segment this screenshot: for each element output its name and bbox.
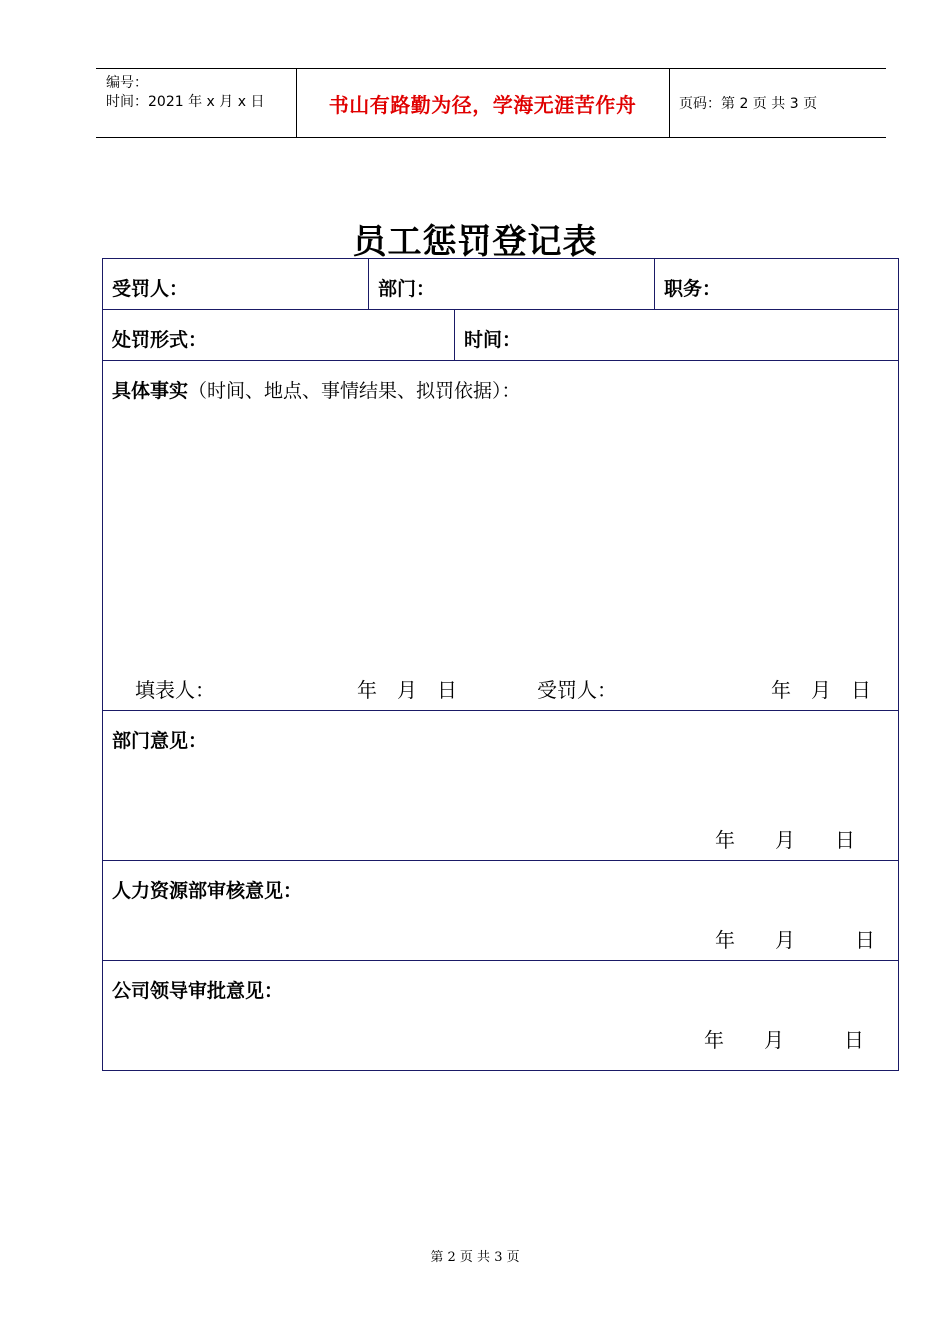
page-title: 员工惩罚登记表 — [352, 222, 598, 262]
dept-opinion-date: 年 月 日 — [715, 828, 855, 852]
cell-department[interactable] — [369, 259, 655, 309]
header-page-info: 页码：第 2 页 共 3 页 — [679, 96, 818, 112]
form-row-penalty — [103, 310, 898, 361]
penalty-form-table — [102, 258, 899, 1071]
penalty-form-label: 处罚形式： — [112, 329, 208, 351]
penalty-time-label: 时间： — [464, 329, 522, 351]
form-row-dept-opinion[interactable] — [103, 711, 898, 861]
filler-label: 填表人： — [135, 678, 215, 702]
hr-opinion-date: 年 月 日 — [715, 928, 875, 952]
department-label: 部门： — [378, 278, 436, 300]
facts-hint: （时间、地点、事情结果、拟罚依据）： — [188, 380, 521, 402]
leader-opinion-label: 公司领导审批意见： — [112, 980, 284, 1002]
dept-opinion-label: 部门意见： — [112, 730, 208, 752]
position-label: 职务： — [664, 278, 722, 300]
cell-penalty-form[interactable] — [103, 310, 455, 360]
form-row-hr-opinion[interactable] — [103, 861, 898, 961]
cell-penalty-time[interactable] — [455, 310, 898, 360]
page-header — [96, 68, 886, 138]
filler-date: 年 月 日 — [357, 678, 457, 702]
header-motto-cell — [296, 69, 670, 137]
signer-label: 受罚人： — [537, 678, 617, 702]
header-meta-cell — [96, 69, 297, 137]
doc-time-label: 时间：2021 年 x 月 x 日 — [106, 94, 265, 110]
leader-opinion-date: 年 月 日 — [704, 1028, 864, 1052]
form-row-facts[interactable] — [103, 361, 898, 711]
cell-position[interactable] — [655, 259, 898, 309]
form-row-leader-opinion[interactable] — [103, 961, 898, 1070]
facts-label-text: 具体事实 — [112, 380, 189, 402]
punished-person-label: 受罚人： — [112, 278, 189, 300]
page-footer: 第 2 页 共 3 页 — [430, 1250, 520, 1265]
cell-punished-person[interactable] — [103, 259, 369, 309]
facts-label — [112, 376, 521, 403]
hr-opinion-label: 人力资源部审核意见： — [112, 880, 303, 902]
signer-date: 年 月 日 — [771, 678, 871, 702]
motto-text: 书山有路勤为径，学海无涯苦作舟 — [328, 92, 637, 117]
form-row-person — [103, 259, 898, 310]
doc-number-label: 编号： — [106, 75, 148, 91]
